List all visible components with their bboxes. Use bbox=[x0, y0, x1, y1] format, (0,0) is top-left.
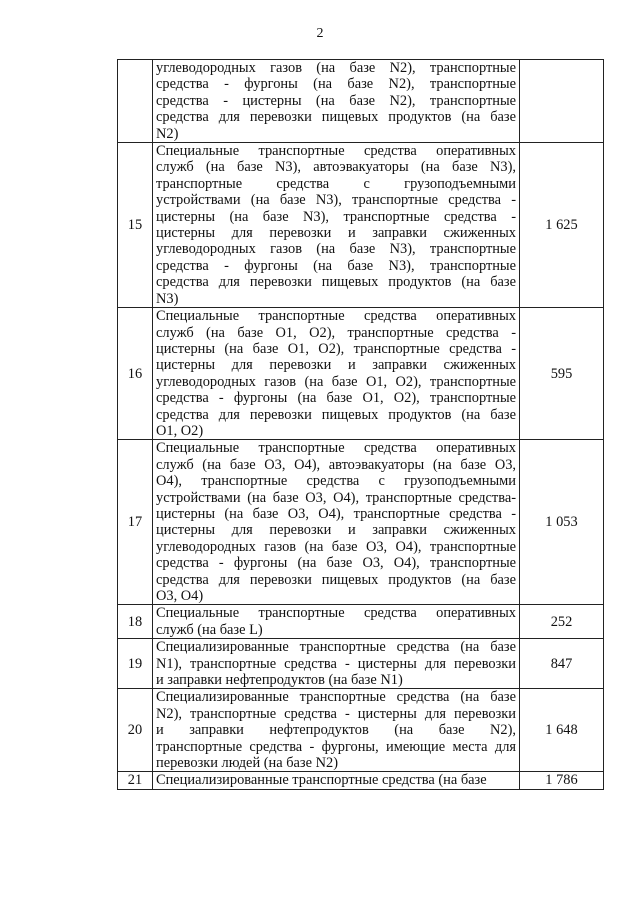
description-line: Специализированные транспортные средства (на базе bbox=[156, 689, 516, 706]
description-line: транспортные средства - фургоны, имеющие места для bbox=[156, 738, 516, 755]
description-line: N2), транспортные средства - цистерны для перевозки bbox=[156, 705, 516, 722]
description-line: средства - фургоны (на базе O3, O4), транспортные bbox=[156, 555, 516, 572]
page-number: 2 bbox=[316, 26, 324, 41]
description-line: средства для перевозки пищевых продуктов (на базе bbox=[156, 109, 516, 126]
table-row bbox=[118, 440, 604, 605]
description-line: служб (на базе O1, O2), транспортные средства - bbox=[156, 324, 516, 341]
description-line: Специальные транспортные средства оперативных bbox=[156, 440, 516, 457]
vehicle-description-cell bbox=[153, 440, 520, 605]
table-row bbox=[118, 143, 604, 308]
description-line: Специальные транспортные средства оперативных bbox=[156, 308, 516, 325]
description-line: углеводородных газов (на базе N2), транспортные bbox=[156, 60, 516, 76]
vehicle-category-table bbox=[117, 59, 604, 790]
description-line: транспортные средства с грузоподъемными bbox=[156, 175, 516, 192]
description-line: O4), транспортные средства с грузоподъемными bbox=[156, 473, 516, 490]
description-line: средства - фургоны (на базе O1, O2), транспортные bbox=[156, 390, 516, 407]
description-line: устройствами (на базе O3, O4), транспортные средства- bbox=[156, 489, 516, 506]
row-number-cell bbox=[118, 60, 153, 143]
description-line: O1, O2) bbox=[156, 422, 204, 439]
table-row bbox=[118, 772, 604, 789]
description-line: служб (на базе L) bbox=[156, 621, 263, 638]
table-row bbox=[118, 308, 604, 440]
row-number-cell: 18 bbox=[118, 605, 153, 639]
description-line: средства для перевозки пищевых продуктов (на базе bbox=[156, 274, 516, 291]
vehicle-description-cell bbox=[153, 689, 520, 772]
value-cell: 1 648 bbox=[520, 689, 604, 772]
table-row bbox=[118, 60, 604, 143]
row-number-cell: 20 bbox=[118, 689, 153, 772]
description-line: цистерны (на базе N3), транспортные средства - bbox=[156, 208, 516, 225]
description-line: Специализированные транспортные средства (на базе bbox=[156, 772, 487, 789]
description-line: N1), транспортные средства - цистерны для перевозки bbox=[156, 655, 516, 672]
description-line: цистерны для перевозки и заправки сжиженных bbox=[156, 522, 516, 539]
description-line: Специальные транспортные средства оперативных bbox=[156, 605, 516, 622]
description-line: O3, O4) bbox=[156, 588, 204, 604]
value-cell: 847 bbox=[520, 639, 604, 689]
description-line: Специальные транспортные средства оперативных bbox=[156, 143, 516, 160]
value-cell: 252 bbox=[520, 605, 604, 639]
description-line: средства - фургоны (на базе N2), транспортные bbox=[156, 76, 516, 93]
row-number-cell: 19 bbox=[118, 639, 153, 689]
description-line: цистерны для перевозки и заправки сжиженных bbox=[156, 225, 516, 242]
row-number-cell: 21 bbox=[118, 772, 153, 789]
description-line: средства - цистерны (на базе N2), транспортные bbox=[156, 92, 516, 109]
description-line: и заправки нефтепродуктов (на базе N1) bbox=[156, 672, 403, 689]
description-line: средства для перевозки пищевых продуктов (на базе bbox=[156, 406, 516, 423]
vehicle-description-cell bbox=[153, 605, 520, 639]
row-number-cell: 16 bbox=[118, 308, 153, 440]
vehicle-description-cell bbox=[153, 60, 520, 143]
value-cell: 1 786 bbox=[520, 772, 604, 789]
description-line: углеводородных газов (на базе O1, O2), транспортные bbox=[156, 373, 516, 390]
table-row bbox=[118, 689, 604, 772]
description-line: служб (на базе N3), автоэвакуаторы (на базе N3), bbox=[156, 159, 516, 176]
vehicle-description-cell bbox=[153, 143, 520, 308]
description-line: служб (на базе O3, O4), автоэвакуаторы (на базе O3, bbox=[156, 456, 516, 473]
description-line: N2) bbox=[156, 125, 179, 142]
description-line: средства для перевозки пищевых продуктов (на базе bbox=[156, 571, 516, 588]
description-line: цистерны (на базе O1, O2), транспортные средства - bbox=[156, 340, 516, 357]
row-number-cell: 15 bbox=[118, 143, 153, 308]
table-row bbox=[118, 605, 604, 639]
value-cell: 1 053 bbox=[520, 440, 604, 605]
value-cell: 595 bbox=[520, 308, 604, 440]
table-body bbox=[118, 60, 604, 790]
description-line: Специализированные транспортные средства (на базе bbox=[156, 639, 516, 656]
description-line: цистерны (на базе O3, O4), транспортные средства - bbox=[156, 505, 516, 522]
vehicle-description-cell bbox=[153, 639, 520, 689]
description-line: и заправки нефтепродуктов (на базе N2), bbox=[156, 722, 516, 739]
description-line: углеводородных газов (на базе O3, O4), транспортные bbox=[156, 538, 516, 555]
description-line: цистерны для перевозки и заправки сжиженных bbox=[156, 357, 516, 374]
vehicle-description-cell bbox=[153, 308, 520, 440]
value-cell: 1 625 bbox=[520, 143, 604, 308]
table-row bbox=[118, 639, 604, 689]
description-line: средства - фургоны (на базе N3), транспортные bbox=[156, 257, 516, 274]
vehicle-description-cell bbox=[153, 772, 520, 789]
description-line: N3) bbox=[156, 290, 179, 307]
description-line: устройствами (на базе N3), транспортные средства - bbox=[156, 192, 516, 209]
value-cell bbox=[520, 60, 604, 143]
description-line: перевозки людей (на базе N2) bbox=[156, 755, 338, 772]
description-line: углеводородных газов (на базе N3), транспортные bbox=[156, 241, 516, 258]
row-number-cell: 17 bbox=[118, 440, 153, 605]
